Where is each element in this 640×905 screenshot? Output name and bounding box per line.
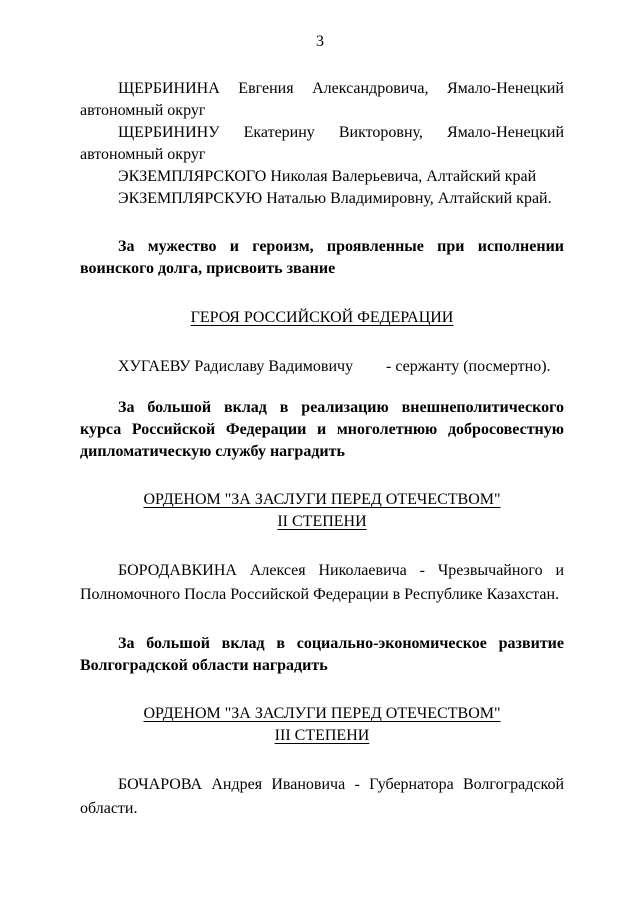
- hero-person-name: ХУГАЕВУ Радиславу Вадимовичу: [118, 358, 354, 375]
- person-entry-continuation: автономный округ: [80, 102, 206, 119]
- hero-title: ГЕРОЯ РОССИЙСКОЙ ФЕДЕРАЦИИ: [190, 309, 454, 326]
- order2-title: [80, 489, 564, 533]
- order2-title-line1: ОРДЕНОМ "ЗА ЗАСЛУГИ ПЕРЕД ОТЕЧЕСТВОМ": [143, 491, 501, 508]
- document-body: [80, 78, 564, 821]
- page-number: 3: [316, 33, 324, 50]
- persons-list-top: [80, 78, 564, 210]
- person-entry-line: ЩЕРБИНИНА Евгения Александровича, Ямало-Ненецкий: [118, 80, 564, 97]
- order3-title-line1: ОРДЕНОМ "ЗА ЗАСЛУГИ ПЕРЕД ОТЕЧЕСТВОМ": [143, 705, 501, 722]
- hero-person: [80, 356, 564, 378]
- hero-preamble: За мужество и героизм, проявленные при исполнении воинского долга, присвоить звание: [80, 238, 564, 277]
- order2-person: БОРОДАВКИНА Алексея Николаевича - Чрезвычайного и Полномочного Посла Российской Федерации в Республике Казахстан.: [80, 562, 564, 603]
- order3-title-line2: III СТЕПЕНИ: [274, 727, 370, 744]
- order3-title: [80, 703, 564, 747]
- order3-preamble: За большой вклад в социально-экономическое развитие Волгоградской области наградить: [80, 635, 564, 674]
- order2-preamble: За большой вклад в реализацию внешнеполитического курса Российской Федерации и многолетнюю добросовестную дипломатическую службу наградить: [80, 399, 564, 460]
- person-entry-line: ЩЕРБИНИНУ Екатерину Викторовну, Ямало-Ненецкий: [118, 124, 564, 141]
- person-entry-line: ЭКЗЕМПЛЯРСКУЮ Наталью Владимировну, Алтайский край.: [118, 190, 552, 207]
- person-entry-continuation: автономный округ: [80, 146, 206, 163]
- order2-title-line2: II СТЕПЕНИ: [277, 513, 367, 530]
- person-entry-line: ЭКЗЕМПЛЯРСКОГО Николая Валерьевича, Алтайский край: [118, 168, 537, 185]
- hero-person-rank: - сержанту (посмертно).: [386, 358, 551, 375]
- order3-person: БОЧАРОВА Андрея Ивановича - Губернатора Волгоградской области.: [80, 776, 564, 817]
